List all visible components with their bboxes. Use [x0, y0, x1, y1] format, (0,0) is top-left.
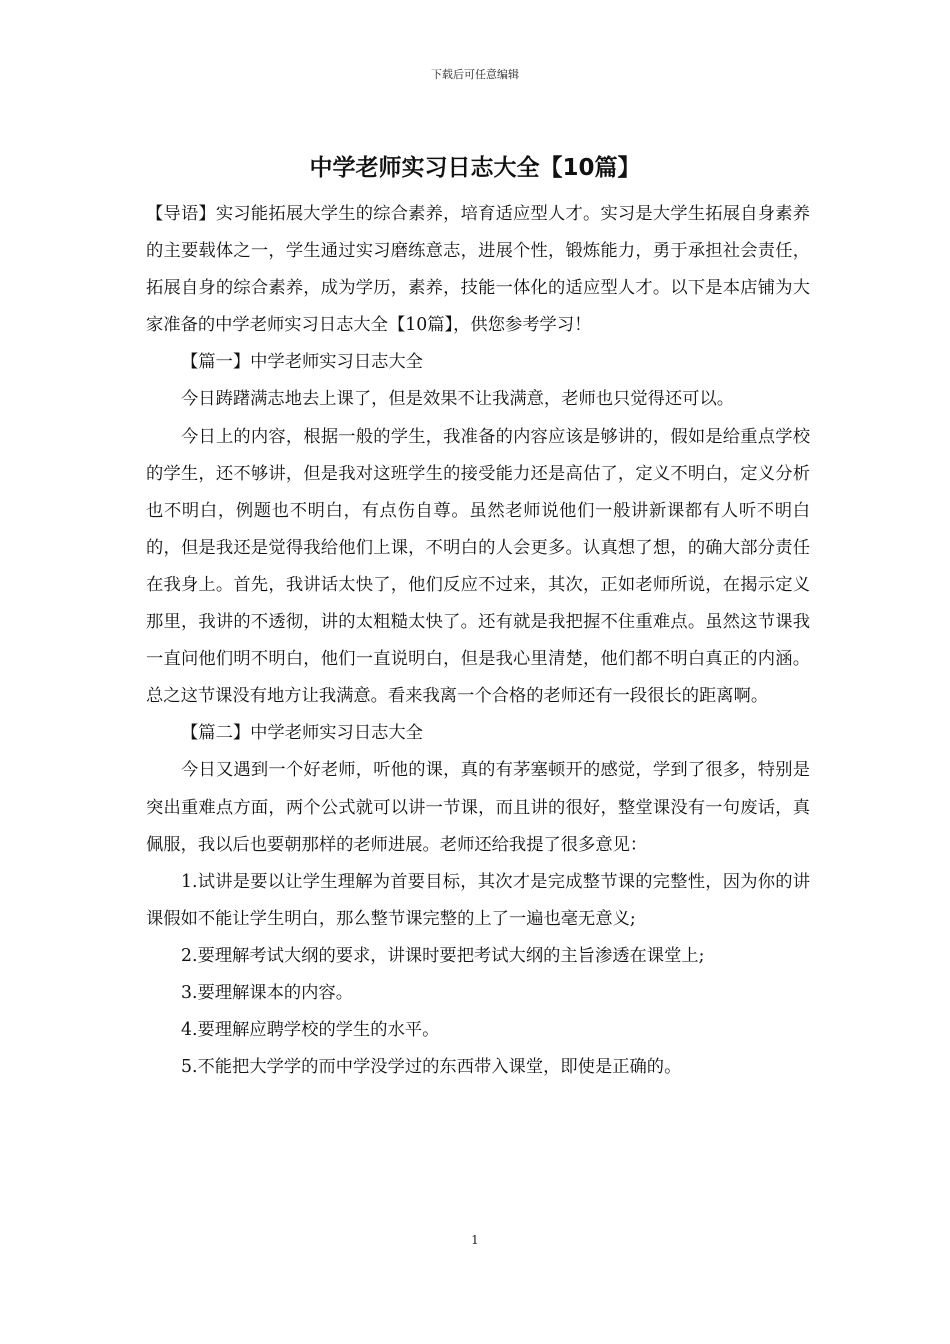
body-paragraph: 今日又遇到一个好老师，听他的课，真的有茅塞顿开的感觉，学到了很多，特别是突出重难点方面，两个公式就可以讲一节课，而且讲的很好，整堂课没有一句废话，真佩服，我以后也要朝那样的老师进展。老师还给我提了很多意见：: [146, 760, 810, 855]
page-number: 1: [471, 1233, 479, 1247]
list-item: 5.不能把大学学的而中学没学过的东西带入课堂，即使是正确的。: [181, 1057, 682, 1078]
body-paragraph: 今日踌躇满志地去上课了，但是效果不让我满意，老师也只觉得还可以。: [181, 389, 735, 410]
document-title: 中学老师实习日志大全【10篇】: [309, 155, 641, 181]
list-item: 4.要理解应聘学校的学生的水平。: [181, 1020, 440, 1041]
section-heading-1: 【篇一】中学老师实习日志大全: [181, 352, 423, 373]
list-item: 2.要理解考试大纲的要求，讲课时要把考试大纲的主旨渗透在课堂上;: [181, 945, 705, 966]
body-paragraph: 今日上的内容，根据一般的学生，我准备的内容应该是够讲的，假如是给重点学校的学生，还不够讲，但是我对这班学生的接受能力还是高估了，定义不明白，定义分析也不明白，例题也不明白，有点伤自尊。虽然老师说他们一般讲新课都有人听不明白的，但是我还是觉得我给他们上课，不明白的人会更多。认真想了想，的确大部分责任在我身上。首先，我讲话太快了，他们反应不过来，其次，正如老师所说，在揭示定义那里，我讲的不透彻，讲的太粗糙太快了。还有就是我把握不住重难点。虽然这节课我一直问他们明不明白，他们一直说明白，但是我心里清楚，他们都不明白真正的内涵。总之这节课没有地方让我满意。看来我离一个合格的老师还有一段很长的距离啊。: [146, 426, 810, 707]
section-heading-2: 【篇二】中学老师实习日志大全: [181, 723, 423, 744]
list-item: 3.要理解课本的内容。: [181, 982, 354, 1003]
page-header-note: 下载后可任意编辑: [431, 68, 519, 81]
list-item: 1.试讲是要以让学生理解为首要目标，其次才是完成整节课的完整性，因为你的讲课假如不能让学生明白，那么整节课完整的上了一遍也毫无意义;: [146, 871, 810, 929]
document-body: [146, 196, 810, 1086]
intro-paragraph: 【导语】实习能拓展大学生的综合素养，培育适应型人才。实习是大学生拓展自身素养的主要载体之一，学生通过实习磨练意志，进展个性，锻炼能力，勇于承担社会责任，拓展自身的综合素养，成为学历，素养，技能一体化的适应型人才。以下是本店铺为大家准备的中学老师实习日志大全【10篇】，供您参考学习！: [146, 204, 810, 336]
